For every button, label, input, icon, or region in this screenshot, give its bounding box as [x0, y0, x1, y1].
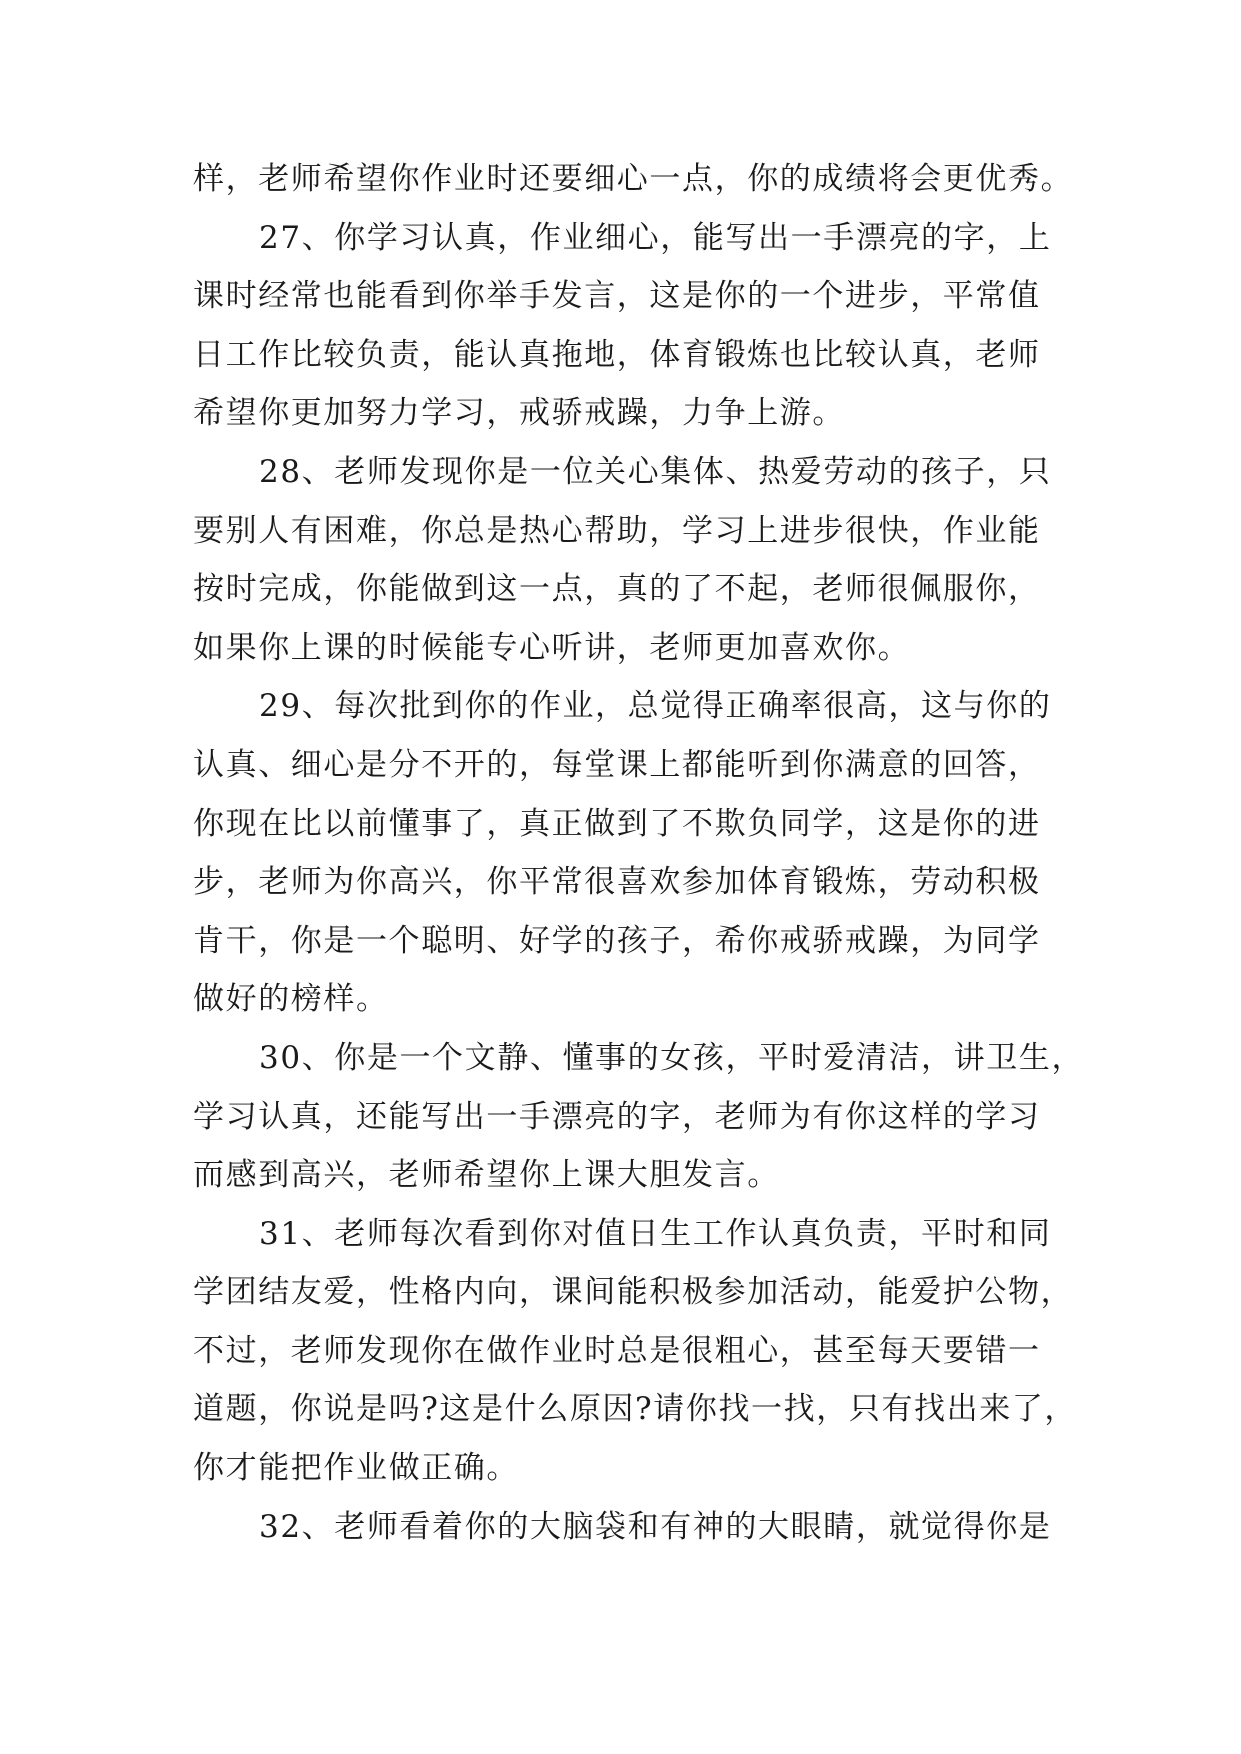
text-line: 学团结友爱，性格内向，课间能积极参加活动，能爱护公物，: [193, 1274, 1074, 1311]
text-line: 学习认真，还能写出一手漂亮的字，老师为有你这样的学习: [193, 1098, 1041, 1135]
text-line: 要别人有困难，你总是热心帮助，学习上进步很快，作业能: [193, 512, 1041, 549]
text-line: 而感到高兴，老师希望你上课大胆发言。: [193, 1157, 780, 1194]
text-line: 步，老师为你高兴，你平常很喜欢参加体育锻炼，劳动积极: [193, 864, 1041, 901]
text-line: 27、你学习认真，作业细心，能写出一手漂亮的字，上: [259, 219, 1052, 256]
text-line: 认真、细心是分不开的，每堂课上都能听到你满意的回答，: [193, 746, 1041, 783]
text-line: 希望你更加努力学习，戒骄戒躁，力争上游。: [193, 395, 845, 432]
text-line: 32、老师看着你的大脑袋和有神的大眼睛，就觉得你是: [259, 1508, 1052, 1545]
text-line: 29、每次批到你的作业，总觉得正确率很高，这与你的: [259, 688, 1052, 725]
text-line: 如果你上课的时候能专心听讲，老师更加喜欢你。: [193, 629, 911, 666]
text-line: 肯干，你是一个聪明、好学的孩子，希你戒骄戒躁，为同学: [193, 922, 1041, 959]
text-line: 做好的榜样。: [193, 981, 389, 1018]
document-body: [193, 150, 1085, 1556]
text-line: 课时经常也能看到你举手发言，这是你的一个进步，平常值: [193, 278, 1041, 315]
text-line: 你才能把作业做正确。: [193, 1450, 519, 1487]
text-line: 按时完成，你能做到这一点，真的了不起，老师很佩服你，: [193, 571, 1041, 608]
text-line: 不过，老师发现你在做作业时总是很粗心，甚至每天要错一: [193, 1332, 1041, 1369]
text-line: 样，老师希望你作业时还要细心一点，你的成绩将会更优秀。: [193, 161, 1074, 197]
text-line: 31、老师每次看到你对值日生工作认真负责，平时和同: [259, 1215, 1052, 1252]
text-line: 28、老师发现你是一位关心集体、热爱劳动的孩子，只: [259, 453, 1052, 490]
text-line: 道题，你说是吗?这是什么原因?请你找一找，只有找出来了，: [193, 1391, 1078, 1428]
text-line: 你现在比以前懂事了，真正做到了不欺负同学，这是你的进: [193, 805, 1041, 842]
text-line: 日工作比较负责，能认真拖地，体育锻炼也比较认真，老师: [193, 336, 1041, 373]
text-line: 30、你是一个文静、懂事的女孩，平时爱清洁，讲卫生，: [259, 1039, 1085, 1076]
